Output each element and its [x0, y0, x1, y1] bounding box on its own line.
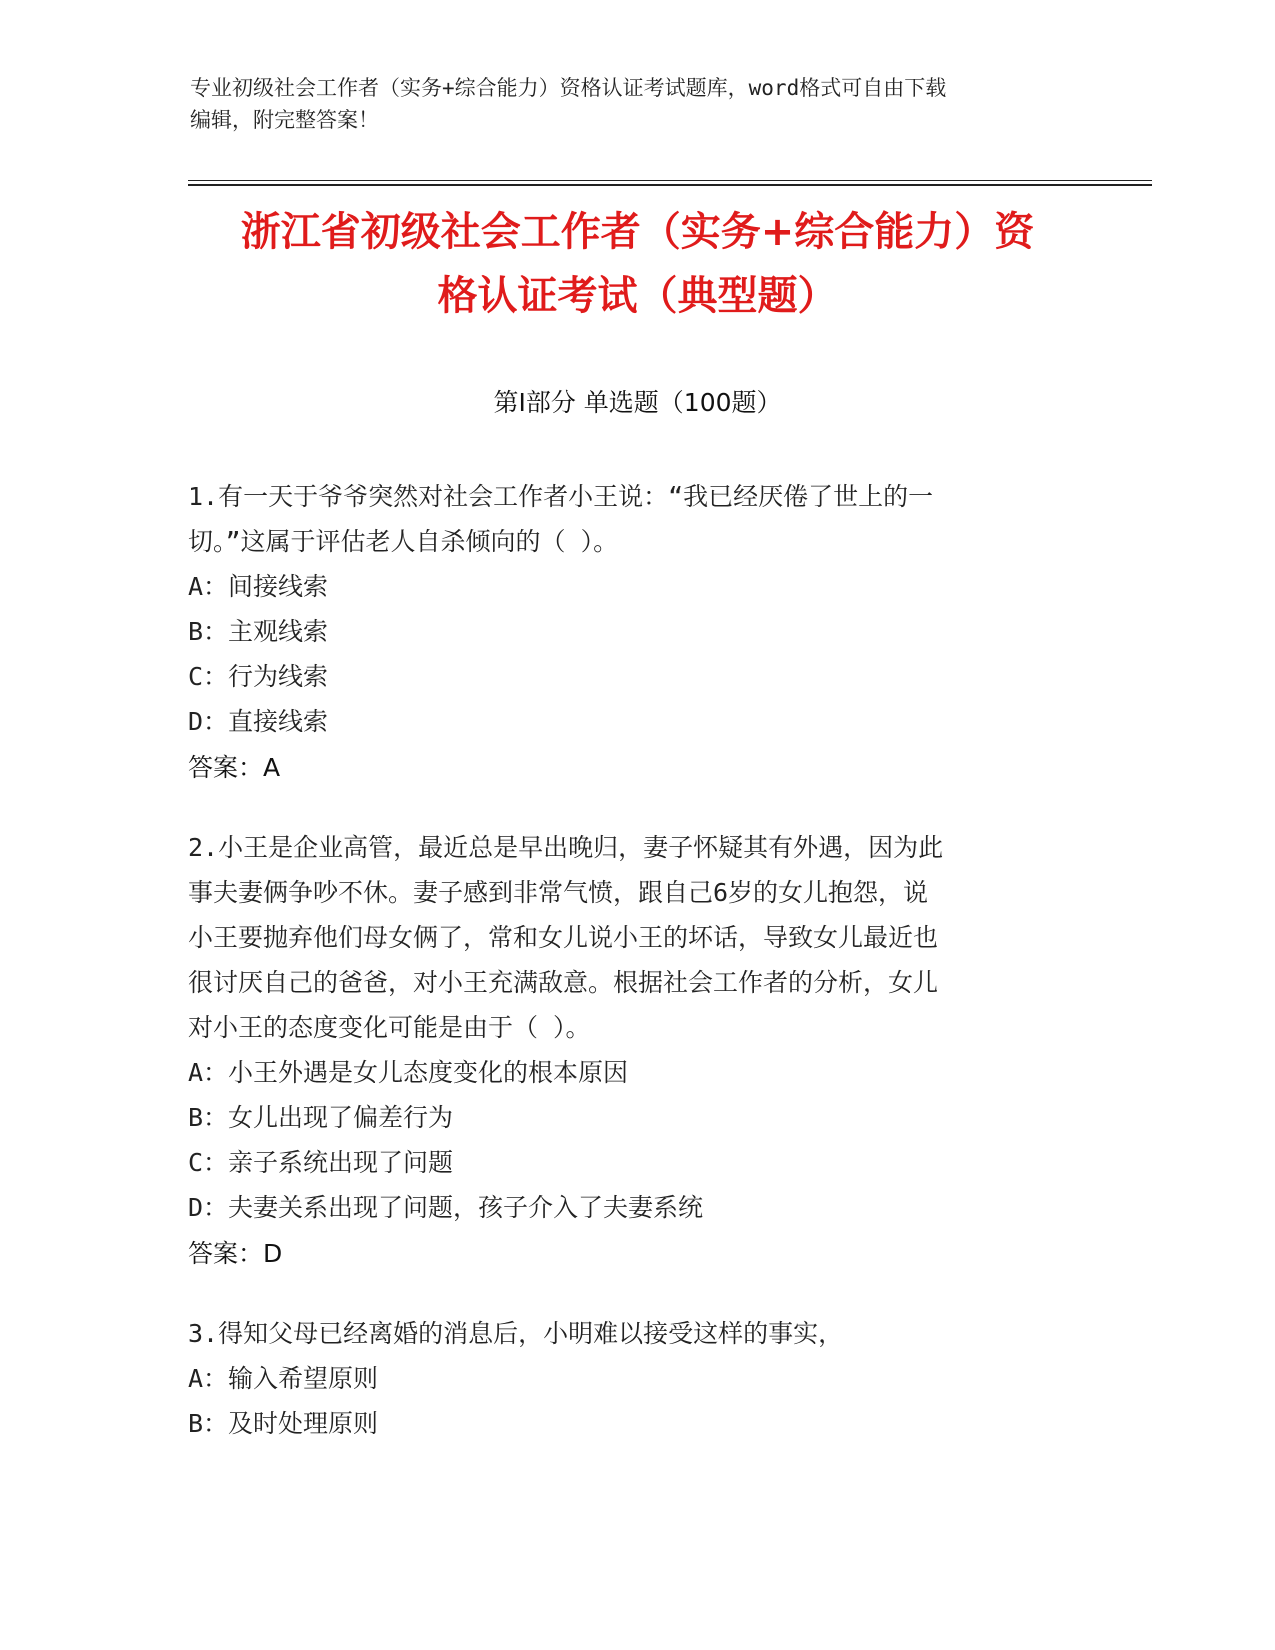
header-divider-thick: [188, 184, 1152, 186]
header-note: [190, 72, 1090, 136]
answer: 答案：A: [188, 753, 281, 782]
question-stem-line: 很讨厌自己的爸爸，对小王充满敌意。根据社会工作者的分析，女儿: [188, 968, 939, 997]
header-note-line-2: 编辑，附完整答案！: [190, 108, 379, 132]
question-stem-line: 1.有一天于爷爷突然对社会工作者小王说：“我已经厌倦了世上的一: [188, 482, 934, 511]
answer: 答案：D: [188, 1239, 283, 1268]
option-d: D：夫妻关系出现了问题，孩子介入了夫妻系统: [188, 1193, 704, 1222]
question-1: [188, 474, 1068, 792]
question-stem-line: 切。”这属于评估老人自杀倾向的（ ）。: [188, 527, 619, 556]
header-divider-thin: [188, 180, 1152, 181]
option-a: A：小王外遇是女儿态度变化的根本原因: [188, 1058, 629, 1087]
question-stem-line: 小王要抛弃他们母女俩了，常和女儿说小王的坏话，导致女儿最近也: [188, 923, 939, 952]
option-c: C：亲子系统出现了问题: [188, 1148, 454, 1177]
question-stem-line: 对小王的态度变化可能是由于（ ）。: [188, 1013, 591, 1042]
question-stem-line: 事夫妻俩争吵不休。妻子感到非常气愤，跟自己6岁的女儿抱怨，说: [188, 878, 929, 907]
document-title: [150, 200, 1125, 328]
option-c: C：行为线索: [188, 662, 329, 691]
question-3: [188, 1311, 1068, 1446]
header-note-line-1: 专业初级社会工作者（实务+综合能力）资格认证考试题库，word格式可自由下载: [190, 76, 947, 100]
option-a: A：间接线索: [188, 572, 329, 601]
question-list: [188, 474, 1068, 1479]
option-a: A：输入希望原则: [188, 1364, 379, 1393]
question-2: [188, 825, 1068, 1278]
option-b: B：主观线索: [188, 617, 329, 646]
option-b: B：及时处理原则: [188, 1409, 379, 1438]
question-stem-line: 3.得知父母已经离婚的消息后，小明难以接受这样的事实，: [188, 1319, 844, 1348]
option-d: D：直接线索: [188, 707, 329, 736]
section-heading: 第Ⅰ部分 单选题（100题）: [493, 388, 782, 417]
option-b: B：女儿出现了偏差行为: [188, 1103, 454, 1132]
document-title-line-2: 格认证考试（典型题）: [437, 273, 838, 319]
document-title-line-1: 浙江省初级社会工作者（实务+综合能力）资: [240, 209, 1035, 255]
question-stem-line: 2.小王是企业高管，最近总是早出晚归，妻子怀疑其有外遇，因为此: [188, 833, 944, 862]
